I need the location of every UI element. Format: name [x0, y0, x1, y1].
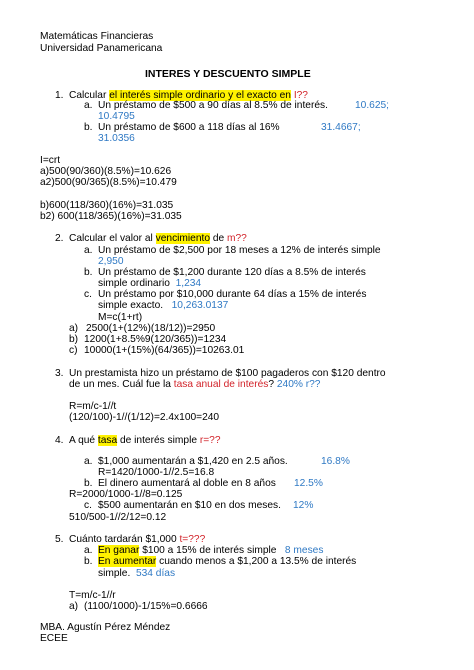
q2-highlight: vencimiento — [155, 233, 211, 244]
q1-work-line: b)600(118/360)(16%)=31.035 — [40, 200, 174, 211]
q5b-text-2: simple. 534 días — [98, 568, 176, 579]
q4-number: 4. — [55, 435, 64, 446]
q1-work-line: b2) 600(118/365)(16%)=31.035 — [40, 211, 182, 222]
q3-answer: 240% r?? — [274, 379, 321, 390]
q2-number: 2. — [55, 233, 64, 244]
q5a-highlight: En ganar — [98, 545, 140, 556]
q4b-answer: 12.5% — [294, 478, 323, 489]
q1b-answer-1: 31.4667; — [321, 122, 361, 133]
q4b-work: R=2000/1000-1//8=0.125 — [69, 489, 183, 500]
q2c-text-2: simple exacto. 10,263.0137 — [98, 300, 229, 311]
q3-work-line: (120/100)-1//(1/12)=2.4x100=240 — [69, 412, 220, 423]
q4b-text: El dinero aumentará al doble en 8 años — [98, 478, 276, 489]
q3-work-line: R=m/c-1//t — [69, 401, 117, 412]
q4b-label: b. — [84, 478, 93, 489]
q5b-answer: 534 días — [135, 568, 176, 579]
q1-work-line: a)500(90/360)(8.5%)=10.626 — [40, 166, 172, 177]
q1-work-line: a2)500(90/365)(8.5%)=10.479 — [40, 177, 177, 188]
q2c-label: c. — [84, 289, 92, 300]
q5-formula: T=m/c-1//r — [69, 590, 116, 601]
q2b-text-2: simple ordinario 1,234 — [98, 278, 202, 289]
department: ECEE — [40, 633, 68, 644]
q5-work-line: (1100/1000)-1/15%=0.6666 — [84, 601, 208, 612]
q4c-label: c. — [84, 500, 92, 511]
q1-work-line: I=crt — [40, 155, 61, 166]
q3-number: 3. — [55, 368, 64, 379]
q2c-answer: 10,263.0137 — [171, 300, 229, 311]
q2c-text: Un préstamo por $10,000 durante 64 días a 15% de interés — [98, 289, 367, 300]
q2b-label: b. — [84, 267, 93, 278]
q2-unknown: m?? — [227, 233, 247, 244]
q4c-text: $500 aumentarán en $10 en dos meses. — [98, 500, 281, 511]
q2-statement: Calcular el valor al vencimiento de m?? — [69, 233, 247, 244]
q1a-answer-1: 10.625; — [355, 100, 389, 111]
q2-work-label: c) — [69, 345, 78, 356]
author-name: MBA. Agustín Pérez Méndez — [40, 622, 171, 633]
q4a-text: $1,000 aumentarán a $1,420 en 2.5 años. — [98, 456, 288, 467]
page-title: INTERES Y DESCUENTO SIMPLE — [145, 68, 311, 80]
q1-unknown: I?? — [290, 90, 308, 101]
q2b-answer: 1,234 — [175, 278, 202, 289]
q4-unknown: r=?? — [199, 435, 221, 446]
q4a-label: a. — [84, 456, 93, 467]
q1b-answer-2: 31.0356 — [98, 133, 135, 144]
q4a-work: R=1420/1000-1//2.5=16.8 — [98, 467, 215, 478]
q5a-text: En ganar $100 a 15% de interés simple 8 meses — [98, 545, 324, 556]
q4a-answer: 16.8% — [321, 456, 350, 467]
q5b-highlight: En aumentar — [98, 556, 157, 567]
q2a-text: Un préstamo de $2,500 por 18 meses a 12% de interés simple — [98, 245, 381, 256]
q3-text: Un prestamista hizo un préstamo de $100 pagaderos con $120 dentro — [69, 368, 386, 379]
q2-work-line: 2500(1+(12%)(18/12))=2950 — [86, 323, 216, 334]
q2b-text: Un préstamo de $1,200 durante 120 días a 8.5% de interés — [98, 267, 366, 278]
q1a-answer-2: 10.4795 — [98, 111, 135, 122]
q3-text-2: de un mes. Cuál fue la tasa anual de interés? 240% r?? — [69, 379, 321, 390]
q2-work-label: b) — [69, 334, 79, 345]
q2-work-line: 10000(1+(15%)(64/365))=10263.01 — [84, 345, 245, 356]
q5-statement: Cuánto tardarán $1,000 t=??? — [69, 534, 206, 545]
q5-number: 5. — [55, 534, 64, 545]
q4c-answer: 12% — [293, 500, 314, 511]
q2a-label: a. — [84, 245, 93, 256]
q5b-text: En aumentar cuando menos a $1,200 a 13.5% de interés — [98, 556, 357, 567]
course-name: Matemáticas Financieras — [40, 31, 154, 42]
q4c-work: 510/500-1//2/12=0.12 — [69, 512, 167, 523]
q4-statement: A qué tasa de interés simple r=?? — [69, 435, 221, 446]
q1a-text: Un préstamo de $500 a 90 días al 8.5% de interés. — [98, 100, 328, 111]
q1-number: 1. — [55, 90, 64, 101]
q2a-answer: 2,950 — [98, 256, 124, 267]
q1b-label: b. — [84, 122, 93, 133]
q5a-answer: 8 meses — [284, 545, 324, 556]
q2-work-label: a) — [69, 323, 79, 334]
q3-unknown: tasa anual de interés — [173, 379, 269, 390]
q1-highlight: el interés simple ordinario y el exacto en — [109, 90, 291, 101]
q2-formula: M=c(1+rt) — [98, 312, 143, 323]
q1-statement: Calcular el interés simple ordinario y el exacto en I?? — [69, 90, 308, 101]
q4-highlight: tasa — [97, 435, 118, 446]
q5-unknown: t=??? — [179, 534, 206, 545]
q1a-label: a. — [84, 100, 93, 111]
q5a-label: a. — [84, 545, 93, 556]
q5-work-label: a) — [69, 601, 79, 612]
q1b-text: Un préstamo de $600 a 118 días al 16% — [98, 122, 280, 133]
university-name: Universidad Panamericana — [40, 43, 163, 54]
q5b-label: b. — [84, 556, 93, 567]
q2-work-line: 1200(1+8.5%9(120/365))=1234 — [84, 334, 227, 345]
